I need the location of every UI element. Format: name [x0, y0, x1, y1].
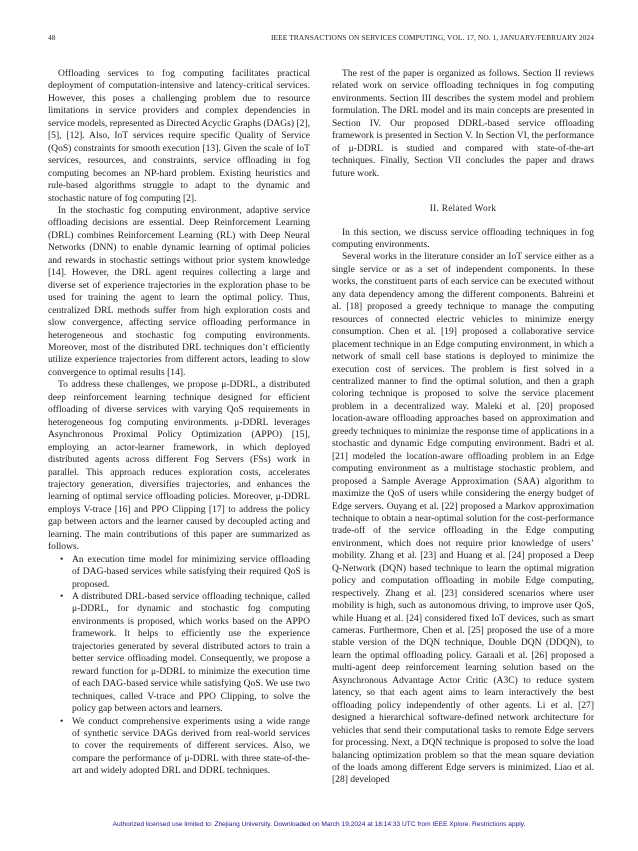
list-item: • A distributed DRL-based service offloading technique, called μ-DDRL, for dynamic and stochastic fog computing environments is proposed, which works based on the APPO framework. It helps to efficiently use the experience trajectories generated by several distributed actors to train a better service offloading model. Consequently, we propose a reward function for μ-DDRL to minimize the execution time of each DAG-based service while satisfying QoS. We use two techniques, called V-trace and PPO Clipping, to solve the policy gap between actors and learners. [60, 591, 310, 715]
page-number: 48 [48, 33, 56, 42]
journal-title: IEEE TRANSACTIONS ON SERVICES COMPUTING, VOL. 17, NO. 1, JANUARY/FEBRUARY 2024 [270, 33, 594, 42]
running-header [48, 33, 594, 45]
right-column [332, 68, 594, 787]
paragraph: In this section, we discuss service offloading techniques in fog computing environments. [332, 226, 594, 250]
bullet-icon: • [60, 591, 64, 603]
paragraph: In the stochastic fog computing environment, adaptive service offloading decisions are essential. Deep Reinforcement Learning (DRL) combines Reinforcement Learning (RL) with Deep Neural Networks (DNN) to enable dynamic learning of optimal policies and rewards in stochastic settings without prior system knowledge [14]. However, the DRL agent requires collecting a large and diverse set of experience trajectories in the exploration phase to be used for training the agent to learn the optimal policy. Thus, centralized DRL methods suffer from high exploration costs and slow convergence, affecting service offloading performance in heterogeneous and stochastic fog computing environments. Moreover, most of the distributed DRL techniques don’t efficiently utilize experience trajectories from different actors, leading to slow convergence to optimal results [14]. [48, 204, 310, 378]
contributions-list [48, 554, 310, 778]
section-heading: II. Related Work [429, 204, 497, 215]
download-notice: Authorized licensed use limited to: Zhejiang University. Downloaded on March 19,2024 at 18:14:33 UTC from IEEE Xplore. Restrictions apply. [112, 821, 526, 828]
bullet-icon: • [60, 553, 64, 565]
left-column [48, 68, 310, 778]
list-item: • An execution time model for minimizing service offloading of DAG-based services while satisfying their required QoS is proposed. [60, 553, 310, 590]
bullet-icon: • [60, 715, 64, 727]
paragraph: Offloading services to fog computing facilitates practical deployment of computation-intensive and latency-critical services. However, this poses a challenging problem due to resource limitations in service providers and complex dependencies in service models, represented as Directed Acyclic Graphs (DAGs) [2], [5], [12]. Also, IoT services require specific Quality of Service (QoS) constraints for smooth execution [13]. Given the scale of IoT services, resources, and constraints, service offloading in fog computing becomes an NP-hard problem. Existing heuristics and rule-based algorithms struggle to adapt to the dynamic and stochastic nature of fog computing [2]. [48, 68, 310, 204]
paragraph: Several works in the literature consider an IoT service either as a single service or as a set of independent components. In these works, the constituent parts of each service can be executed without any data dependency among the different components. Bahreini et al. [18] proposed a greedy technique to manage the computing resources of connected electric vehicles to minimize energy consumption. Chen et al. [19] proposed a collaborative service placement technique in an Edge computing environment, in which a network of small cell base stations is deployed to minimize the execution cost of services. The problem is first solved in a centralized manner to find the optimal solution, and then a graph coloring technique is proposed to solve the service placement problem in a decentralized way. Maleki et al. [20] proposed location-aware offloading approaches based on approximation and greedy techniques to minimize the response time of applications in a stochastic and dynamic Edge computing environment. Badri et al. [21] modeled the location-aware offloading problem in an Edge computing environment as a multistage stochastic problem, and proposed a Sample Average Approximation (SAA) algorithm to maximize the QoS of users while considering the energy budget of Edge servers. Ouyang et al. [22] proposed a Markov approximation technique to obtain a near-optimal solution for the cost-performance trade-off of the service offloading in the Edge computing environment, which does not require prior knowledge of users’ mobility. Zhang et al. [23] and Huang et al. [24] proposed a Deep Q-Network (DQN) based technique to learn the optimal migration policy and computation offloading in mobile Edge computing, respectively. Zhang et al. [23] considered scenarios where user mobility is high, such as autonomous driving, to improve user QoS, while Huang et al. [24] considered fixed IoT devices, such as smart cameras. Furthermore, Chen et al. [25] proposed the use of a more stable version of the DQN technique, Double DQN (DDQN), to learn the optimal offloading policy. Garaali et al. [26] proposed a multi-agent deep reinforcement learning solution based on the Asynchronous Advantage Actor Critic (A3C) to reduce system latency, so that each agent aims to learn interactively the best offloading policy independently of other agents. Li et al. [27] designed a hierarchical software-defined network architecture for vehicles that send their computational tasks to remote Edge servers for processing. Next, a DQN technique is proposed to solve the load balancing optimization problem so that the mean square deviation of the loads among different Edge servers is minimized. Liao et al. [28] developed [332, 251, 594, 786]
list-item: • We conduct comprehensive experiments using a wide range of synthetic service DAGs derived from real-world services to cover the requirements of different services. Also, we compare the performance of μ-DDRL with three state-of-the-art and widely adopted DRL and DDRL techniques. [60, 715, 310, 777]
paragraph: The rest of the paper is organized as follows. Section II reviews related work on service offloading techniques in fog computing environments. Section III describes the system model and problem formulation. The DRL model and its main concepts are presented in Section IV. Our proposed DDRL-based service offloading framework is presented in Section V. In Section VI, the performance of μ-DDRL is studied and compared with state-of-the-art techniques. Finally, Section VII concludes the paper and draws future work. [332, 68, 594, 179]
paragraph: To address these challenges, we propose μ-DDRL, a distributed deep reinforcement learning technique designed for efficient offloading of diverse services with varying QoS requirements in heterogeneous fog computing environments. μ-DDRL leverages Asynchronous Proximal Policy Optimization (APPO) [15], employing an actor-learner framework, in which deployed distributed agents across different Fog Servers (FSs) work in parallel. This approach reduces exploration costs, accelerates trajectory generation, diversifies trajectories, and enhances the learning of optimal service offloading policies. Moreover, μ-DDRL employs V-trace [16] and PPO Clipping [17] to address the policy gap between actors and the learner caused by decoupled acting and learning. The main contributions of this paper are summarized as follows. [48, 379, 310, 553]
